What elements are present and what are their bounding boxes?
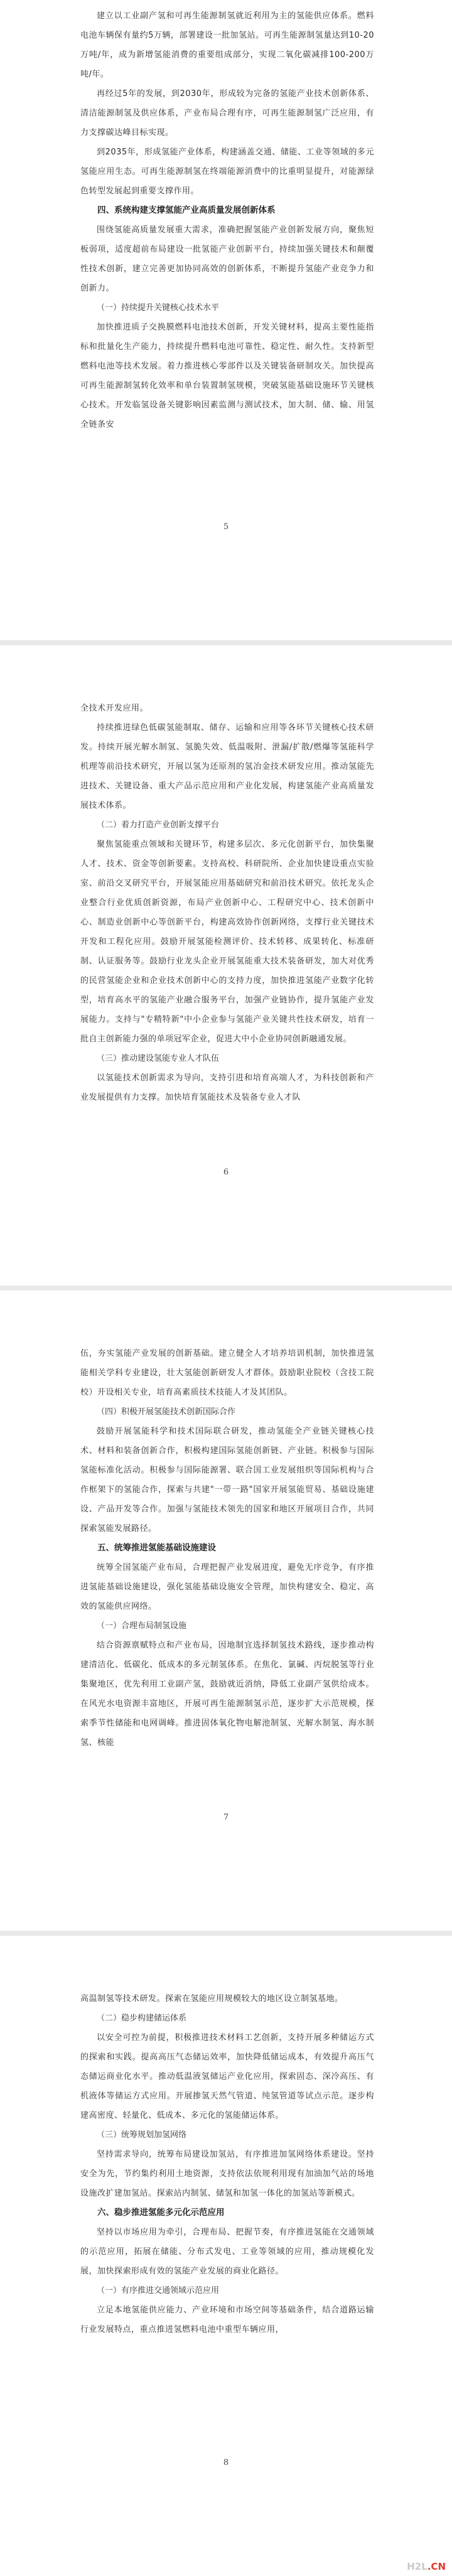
section-heading: 六、稳步推进氢能多元化示范应用 (97, 2208, 225, 2218)
page-body (80, 1989, 374, 2339)
subsection-heading: （三）推动建设氢能专业人才队伍 (97, 1054, 220, 1063)
body-paragraph: 加快推进质子交换膜燃料电池技术创新，开发关键材料，提高主要性能指标和批量化生产能力，持续提升燃料电池可靠性、稳定性、耐久性。支持新型燃料电池等技术发展。着力推进核心零部件以及关键装备研制攻关。加快提高可再生能源制氢转化效率和单台装置制氢规模，突破氢能基础设施环节关键核心技术。开发临氢设备关键影响因素监测与测试技术，加大制、储、输、用氢全链条安 (80, 323, 374, 429)
watermark-prefix: H2L (407, 2561, 428, 2572)
body-paragraph: 立足本地氢能供应能力、产业环境和市场空间等基础条件，结合道路运输行业发展特点，重点推进氢燃料电池中重型车辆应用， (80, 2305, 374, 2334)
body-paragraph: 高温制氢等技术研发。探索在氢能应用规模较大的地区设立制氢基地。 (80, 1994, 343, 2004)
body-paragraph: 统筹全国氢能产业布局，合理把握产业发展进度，避免无序竞争，有序推进氢能基础设施建设，强化氢能基础设施安全管理，加快构建安全、稳定、高效的氢能供应网络。 (80, 1563, 374, 1611)
body-paragraph: 鼓励开展氢能科学和技术国际联合研发，推动氢能全产业链关键核心技术、材料和装备创新合作，积极构建国际氢能创新链、产业链。积极参与国际氢能标准化活动。积极参与国际能源署、联合国工业发展组织等国际机构与合作框架下的氢能合作，探索与共建"一带一路"国家开展氢能贸易、基础设施建设、产品开发等合作。加强与氢能技术领先的国家和地区开展项目合作，共同探索氢能发展路径。 (80, 1427, 374, 1533)
watermark-suffix: .CN (427, 2561, 446, 2572)
body-paragraph: 伍，夯实氢能产业发展的创新基础。建立健全人才培养培训机制，加快推进氢能相关学科专业建设，壮大氢能创新研发人才群体。鼓励职业院校（含技工院校）开设相关专业，培育高素质技术技能人才及其团队。 (80, 1349, 374, 1397)
page-number: 7 (223, 1813, 229, 1822)
page-body (80, 6, 374, 434)
page-body (80, 1344, 374, 1752)
subsection-heading: （四）积极开展氢能技术创新国际合作 (97, 1407, 236, 1417)
document-page-4 (0, 1936, 452, 2576)
subsection-heading: （一）有序推进交通领域示范应用 (97, 2286, 220, 2295)
subsection-heading: （二）稳步构建储运体系 (97, 2014, 187, 2023)
body-paragraph: 以安全可控为前提，积极推进技术材料工艺创新，支持开展多种储运方式的探索和实践。提高高压气态储运效率，加快降低储运成本，有效提升高压气态储运商业化水平。推动低温液氢储运产业化应用，探索固态、深冷高压、有机液体等储运方式应用。开展掺氢天然气管道、纯氢管道等试点示范。逐步构建高密度、轻量化、低成本、多元化的氢能储运体系。 (80, 2033, 374, 2120)
document-page-2 (0, 645, 452, 1285)
subsection-heading: （二）着力打造产业创新支撑平台 (97, 820, 220, 830)
body-paragraph: 结合资源禀赋特点和产业布局，因地制宜选择制氢技术路线，逐步推动构建清洁化、低碳化、低成本的多元制氢体系。在焦化、氯碱、丙烷脱氢等行业集聚地区，优先利用工业副产氢，鼓励就近消纳，降低工业副产氢供给成本。在风光水电资源丰富地区，开展可再生能源制氢示范，逐步扩大示范规模，探索季节性储能和电网调峰。推进固体氧化物电解池制氢、光解水制氢、海水制氢、核能 (80, 1641, 374, 1747)
page-separator (0, 1931, 452, 1936)
subsection-heading: （一）持续提升关键核心技术水平 (97, 303, 220, 313)
body-paragraph: 到2035年，形成氢能产业体系，构建涵盖交通、储能、工业等领域的多元氢能应用生态。可再生能源制氢在终端能源消费中的比重明显提升，对能源绿色转型发展起到重要支撑作用。 (80, 148, 374, 196)
body-paragraph: 全技术开发应用。 (80, 704, 149, 713)
body-paragraph: 坚持以市场应用为牵引，合理布局、把握节奏，有序推进氢能在交通领域的示范应用，拓展在储能、分布式发电、工业等领域的应用，推动规模化发展，加快探索形成有效的氢能产业发展的商业化路径。 (80, 2228, 374, 2276)
page-body (80, 699, 374, 1107)
site-watermark-logo (407, 2561, 446, 2572)
body-paragraph: 持续推进绿色低碳氢能制取、储存、运输和应用等各环节关键核心技术研发。持续开展光解水制氢、氢脆失效、低温吸附、泄漏/扩散/燃爆等氢能科学机理等前沿技术研究，开展以氢为还原剂的氢冶金技术研发应用。推动氢能先进技术、关键设备、重大产品示范应用和产业化发展，构建氢能产业高质量发展技术体系。 (80, 723, 374, 810)
body-paragraph: 坚持需求导向，统筹布局建设加氢站，有序推进加氢网络体系建设。坚持安全为先，节约集约利用土地资源，支持依法依规利用现有加油加气站的场地设施改扩建加氢站。探索站内制氢、储氢和加氢一体化的加氢站等新模式。 (80, 2150, 374, 2198)
page-number: 8 (223, 2458, 229, 2467)
body-paragraph: 聚焦氢能重点领域和关键环节，构建多层次、多元化创新平台，加快集聚人才、技术、资金等创新要素。支持高校、科研院所、企业加快建设重点实验室、前沿交叉研究平台，开展氢能应用基础研究和前沿技术研究。依托龙头企业整合行业优质创新资源，布局产业创新中心、工程研究中心、技术创新中心、制造业创新中心等创新平台，构建高效协作创新网络，支撑行业关键技术开发和工程化应用。鼓励开展氢能检测评价、技术转移、成果转化、标准研制、认证服务等。鼓励行业龙头企业开展氢能重大技术装备研发，加大对优秀的民营氢能企业和企业技术创新中心的支持力度，加快推进氢能产业数字化转型，培育高水平的氢能产业融合服务平台，加强产业链协作，提升氢能产业发展能力。支持与"专精特新"中小企业参与氢能产业关键共性技术研发，培育一批自主创新能力强的单项冠军企业，促进大中小企业协同创新融通发展。 (80, 840, 374, 1044)
body-paragraph: 以氢能技术创新需求为导向，支持引进和培育高端人才，为科技创新和产业发展提供有力支撑。加快培育氢能技术及装备专业人才队 (80, 1073, 374, 1102)
document-page-3 (0, 1291, 452, 1931)
subsection-heading: （三）统筹规划加氢网络 (97, 2130, 187, 2140)
body-paragraph: 围绕氢能高质量发展重大需求，准确把握氢能产业创新发展方向，聚焦短板弱项，适度超前布局建设一批氢能产业创新平台，持续加强关键技术和颠覆性技术创新，建立完善更加协同高效的创新体系，不断提升氢能产业竞争力和创新力。 (80, 225, 374, 293)
section-heading: 四、系统构建支撑氢能产业高质量发展创新体系 (97, 205, 276, 215)
body-paragraph: 建立以工业副产氢和可再生能源制氢就近利用为主的氢能供应体系。燃料电池车辆保有量约5万辆，部署建设一批加氢站。可再生能源制氢量达到10-20万吨/年，成为新增氢能消费的重要组成部分，实现二氧化碳减排100-200万吨/年。 (80, 11, 374, 79)
section-heading: 五、统筹推进氢能基础设施建设 (97, 1543, 216, 1553)
page-separator (0, 640, 452, 645)
page-number: 5 (223, 522, 229, 532)
subsection-heading: （一）合理布局制氢设施 (97, 1621, 187, 1631)
page-number: 6 (223, 1167, 229, 1177)
body-paragraph: 再经过5年的发展，到2030年，形成较为完备的氢能产业技术创新体系、清洁能源制氢及供应体系，产业布局合理有序，可再生能源制氢广泛应用，有力支撑碳达峰目标实现。 (80, 89, 374, 137)
document-page-1 (0, 0, 452, 640)
page-separator (0, 1285, 452, 1291)
